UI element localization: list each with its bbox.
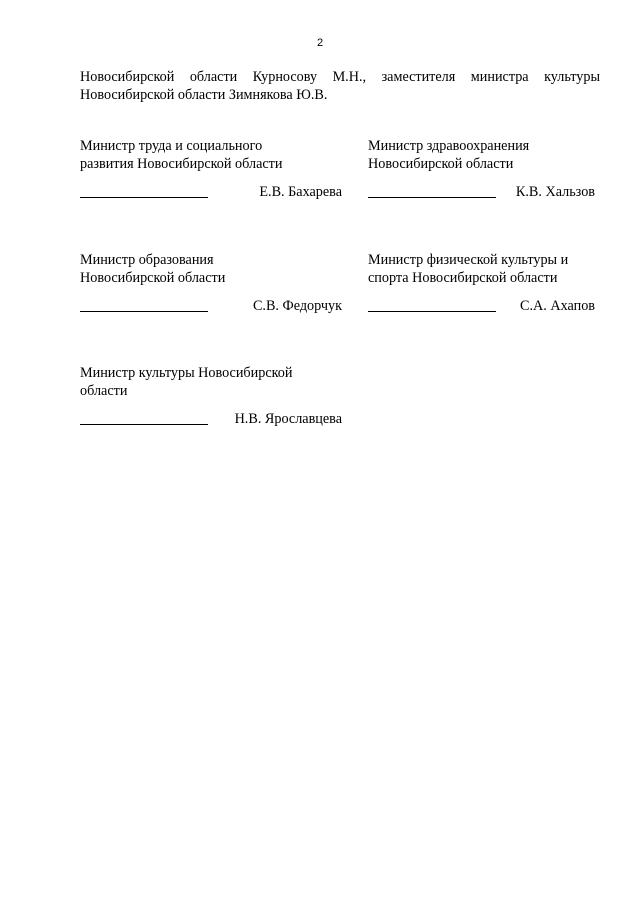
signature-name: К.В. Хальзов xyxy=(515,184,595,200)
signature-title-line-1: Министр физической культуры и xyxy=(368,252,569,268)
signature-title-line-2: развития Новосибирской области xyxy=(80,156,283,172)
signature-block-culture-minister xyxy=(80,364,342,430)
signature-row xyxy=(368,183,595,203)
signature-name: Н.В. Ярославцева xyxy=(234,411,342,427)
signature-line xyxy=(80,197,208,198)
signature-title-line-1: Министр культуры Новосибирской xyxy=(80,365,293,381)
signature-name: С.В. Федорчук xyxy=(252,298,342,314)
signature-block-sport-minister xyxy=(368,251,595,317)
signature-name: Е.В. Бахарева xyxy=(259,184,342,200)
signature-title-line-1: Министр труда и социального xyxy=(80,138,263,154)
intro-line-2: Новосибирской области Зимнякова Ю.В. xyxy=(80,87,328,103)
signature-row xyxy=(80,183,342,203)
intro-paragraph xyxy=(80,68,600,104)
signature-row xyxy=(80,410,342,430)
signature-line xyxy=(80,311,208,312)
signature-block-education-minister xyxy=(80,251,342,317)
signature-title-line-1: Министр здравоохранения xyxy=(368,138,530,154)
signature-title-line-2: области xyxy=(80,383,128,399)
page-number: 2 xyxy=(316,37,324,49)
signature-block-labor-minister xyxy=(80,137,342,203)
intro-line-1: Новосибирской области Курносову М.Н., заместителя министра культуры xyxy=(80,69,600,85)
signature-title-line-2: спорта Новосибирской области xyxy=(368,270,558,286)
signature-block-health-minister xyxy=(368,137,595,203)
signature-row xyxy=(368,297,595,317)
signature-title-line-2: Новосибирской области xyxy=(368,156,514,172)
signature-title-line-2: Новосибирской области xyxy=(80,270,226,286)
signature-line xyxy=(80,424,208,425)
signature-line xyxy=(368,197,496,198)
signature-title-line-1: Министр образования xyxy=(80,252,214,268)
signature-name: С.А. Ахапов xyxy=(520,298,595,314)
signature-row xyxy=(80,297,342,317)
signature-line xyxy=(368,311,496,312)
